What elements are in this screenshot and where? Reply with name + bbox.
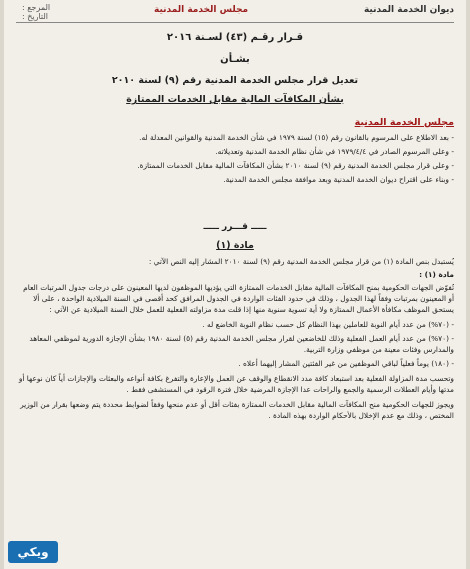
preamble-item: - وبناء على اقتراح ديوان الخدمة المدنية وبعد موافقة مجلس الخدمة المدنية. [223,175,454,184]
section-heading: مجلس الخدمة المدنية [354,117,454,128]
article-label: مادة (١) : [419,270,454,279]
condition-item: - (٧٠%) من عدد أيام العمل الفعلية وذلك للخاضعين لقرار مجلس الخدمة المدنية رقم (٥) لسنة ١٩٨٠ بشأن الإجازة الدورية لموظفي المعاهد والمدارس وفئات معينة من موظفي وزارة التربية. [29,334,454,354]
amend-title: تعديل قرار مجلس الخدمة المدنية رقم (٩) لسنة ٢٠١٠ [111,75,359,86]
ref-label: المرجع : [22,3,51,12]
article-body [16,256,454,421]
condition-item: - (٧٠%) من عدد أيام النوبة للعاملين بهذا النظام كل حسب نظام النوبة الخاضع له . [202,320,454,329]
intro-text: يُستبدل بنص المادة (١) من قرار مجلس الخدمة المدنية رقم (٩) لسنة ٢٠١٠ المشار إليه النص الآتي : [148,257,454,266]
body-paragraph-2: وتحسب مدة المزاولة الفعلية بعد استبعاد كافة مدد الانقطاع والوقف عن العمل والإعارة والتفرغ بكافة أنواعه والبعثات والإجازات أياً كان نوعها أو مدتها وأيام العطلات الرسمية والجمع والراحات عدا الإجازة المرضية خلال فترة الرقود في المستشفى فقط . [18,374,454,394]
decision-title: قـرار رقـم (٤٣) لسـنة ٢٠١٦ [166,32,304,43]
preamble-item: - وعلى المرسوم الصادر في ١٩٧٩/٤/٤ في شأن نظام الخدمة المدنية وتعديلاته. [215,147,454,156]
about-label: بشـأن [220,54,250,65]
document-page [4,0,466,569]
org-header: ديوان الخدمة المدنية [363,5,454,15]
preamble-item: - وعلى قرار مجلس الخدمة المدنية رقم (٩) لسنة ٢٠١٠ بشأن المكافآت المالية مقابل الخدمات الممتازة. [137,161,454,170]
ref-date-block [22,3,50,21]
date-label: التاريخ : [22,12,49,21]
subject-title: بشأن المكافآت المالية مقابل الخدمات الممتازة [126,94,344,105]
decided-separator: ـــــ قـــرر ـــــ [203,222,267,232]
body-paragraph-3: ويجوز للجهات الحكومية منح المكافآت المالية مقابل الخدمات الممتازة بفئات أقل أو عدم منحها وفقاً لضوابط محددة يتم وضعها بقرار من الوزير المختص ، وذلك مع عدم الإخلال بالأحكام الواردة بهذه المادة . [20,400,454,420]
preamble-list [16,132,454,185]
article-title: مادة (١) [216,240,254,251]
council-header: مجلس الخدمة المدنية [154,5,249,15]
body-paragraph-1: تُفوّض الجهات الحكومية بمنح المكافآت المالية مقابل الخدمات الممتازة التي يؤديها الموظفون لديها المعينون على درجات جدول المرتبات العام أو المعينون بمرتبات وفقاً لهذا الجدول ، وذلك في حدود الفئات الواردة في الجدول المرافق كحد أقصى في السنة الميلادية الواحدة ، على ألا يستحق الموظف مكافأة الأعمال الممتازة ولا أية تسوية سنوية منها إذا قلت مدة مزاولته الفعلية للعمل خلال السنة الميلادية عن الآتي : [23,283,454,314]
preamble-item: - بعد الاطلاع على المرسوم بالقانون رقم (١٥) لسنة ١٩٧٩ في شأن الخدمة المدنية والقوانين المعدلة له. [139,133,454,142]
site-logo: ويكي [8,541,58,563]
condition-item: - (١٨٠) يوماً فعلياً لباقي الموظفين من غير الفئتين المشار إليهما أعلاه . [238,359,454,368]
header-divider [16,22,454,23]
